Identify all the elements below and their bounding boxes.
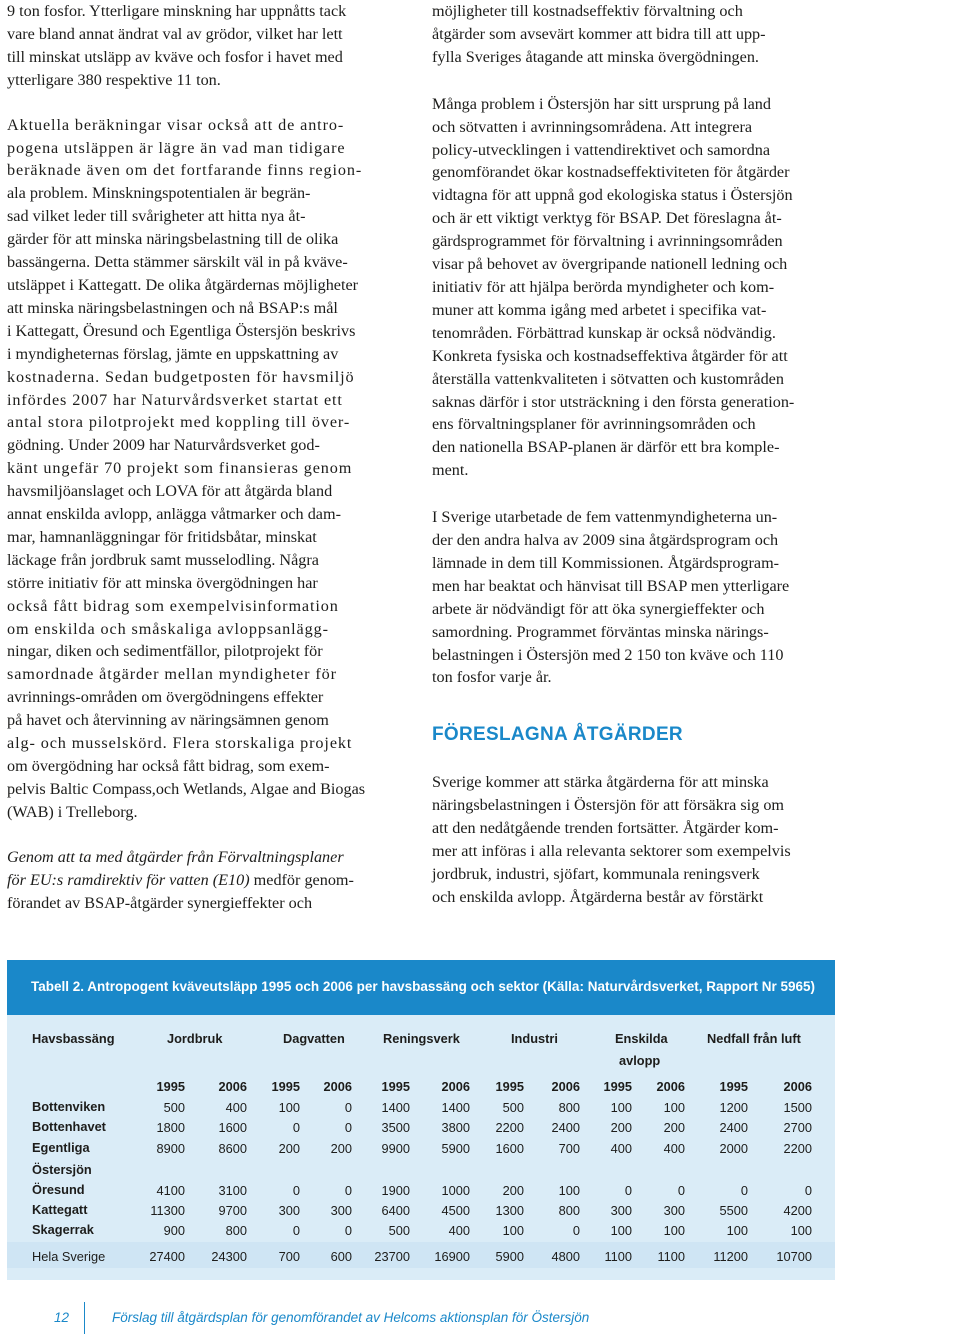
table-cell: 300 (278, 1203, 300, 1218)
table-cell: 800 (225, 1223, 247, 1238)
text-line: jordbruk, industri, sjöfart, kommunala reningsverk (432, 865, 760, 883)
text-line: kostnaderna. Sedan budgetposten för havsmiljö (7, 367, 355, 386)
text-line: och är ett viktigt verktyg för BSAP. Det föreslagna åt- (432, 209, 782, 228)
total-cell: 4800 (551, 1249, 580, 1264)
text-line: gärder för att minska näringsbelastning till de olika (7, 230, 339, 249)
table-cell: 0 (344, 1120, 352, 1135)
table-cell: 200 (610, 1120, 632, 1135)
table-cell: 100 (610, 1100, 632, 1115)
table-cell: 6400 (381, 1203, 410, 1218)
table-cell: 100 (558, 1183, 580, 1198)
table-cell: 400 (225, 1100, 247, 1115)
year-header: 2006 (218, 1079, 247, 1094)
table-cell: 1600 (218, 1120, 247, 1135)
text-line: näringsbelastningen i Östersjön för att försäkra sig om (432, 796, 784, 815)
text-line: genomförandet ökar kostnadseffektiviteten för åtgärder (432, 163, 790, 182)
text-line: samordning. Programmet förväntas minska närings- (432, 622, 769, 641)
table-cell: 3100 (218, 1183, 247, 1198)
section-heading: FÖRESLAGNA ÅTGÄRDER (432, 724, 683, 746)
table-cell: 4100 (156, 1183, 185, 1198)
text-line: Aktuella beräkningar visar också att de antro- (7, 115, 345, 134)
left-paragraph-2 (7, 114, 408, 824)
table-cell: 8600 (218, 1141, 247, 1156)
footer-title: Förslag till åtgärdsplan för genomförandet av Helcoms aktionsplan för Östersjön (112, 1310, 590, 1325)
row-label: Bottenhavet (32, 1119, 106, 1134)
text-line: policy-utvecklingen i vattendirektivet och samordna (432, 140, 771, 159)
table-cell: 11300 (150, 1203, 185, 1218)
page-footer (0, 1302, 960, 1334)
left-column (7, 0, 408, 914)
italic-ref-1: Genom att ta med åtgärder från Förvaltningsplaner (7, 847, 344, 866)
table-cell: 1400 (441, 1100, 470, 1115)
text-line: antal stora pilotprojekt med koppling till över- (7, 413, 351, 432)
left-p3-line3: förandet av BSAP-åtgärder synergieffekter och (7, 893, 313, 912)
col-header-sector: Dagvatten (283, 1031, 345, 1046)
year-header: 1995 (719, 1079, 748, 1094)
table-cell: 9700 (218, 1203, 247, 1218)
table-cell: 100 (610, 1223, 632, 1238)
text-line: åtgärder som avsevärt kommer att bidra till att upp- (432, 24, 766, 43)
table-cell: 1500 (783, 1100, 812, 1115)
text-line: utsläppet i Kattegatt. De olika åtgärdernas möjligheter (7, 275, 359, 294)
right-paragraph-1 (432, 0, 834, 69)
col-header-basin: Havsbassäng (32, 1031, 115, 1046)
table-cell: 200 (278, 1141, 300, 1156)
year-header: 1995 (381, 1079, 410, 1094)
table-cell: 2700 (783, 1120, 812, 1135)
table-cell: 4500 (441, 1203, 470, 1218)
table-cell: 400 (448, 1223, 470, 1238)
text-line: på havet och återvinning av näringsämnen genom (7, 711, 329, 730)
table-cell: 500 (388, 1223, 410, 1238)
text-line: infördes 2007 har Naturvårdsverket startat ett (7, 390, 343, 409)
table-cell: 9900 (381, 1141, 410, 1156)
text-line: samordnade åtgärder mellan myndigheter för (7, 665, 337, 684)
col-header-sector: Reningsverk (383, 1031, 460, 1046)
text-line: i Kattegatt, Öresund och Egentliga Östersjön beskrivs (7, 321, 356, 340)
text-line: och enskilda avlopp. Åtgärderna består av förstärkt (432, 887, 764, 906)
text-line: tenområden. Förbättrad kunskap är också nödvändig. (432, 323, 776, 342)
right-paragraph-3 (432, 506, 834, 689)
col-header-sector: Nedfall från luft (707, 1031, 801, 1046)
text-line: möjligheter till kostnadseffektiv förvaltning och (432, 2, 743, 20)
text-line: men har beaktat och hänvisat till BSAP men ytterligare (432, 576, 790, 595)
table-cell: 1800 (156, 1120, 185, 1135)
table-cell: 700 (558, 1141, 580, 1156)
table-cell: 100 (502, 1223, 524, 1238)
table-cell: 300 (663, 1203, 685, 1218)
total-cell: 1100 (657, 1249, 685, 1264)
text-line: mer att införas i alla relevanta sektorer som exempelvis (432, 842, 791, 861)
year-header: 2006 (441, 1079, 470, 1094)
text-line: gärdsprogrammet för förvaltning i avrinningsområden (432, 232, 783, 251)
text-line: att minska näringsbelastningen och nå BSAP:s mål (7, 298, 338, 317)
table-cell: 400 (663, 1141, 685, 1156)
text-line: ton fosfor varje år. (432, 668, 552, 687)
table-cell: 200 (663, 1120, 685, 1135)
table-cell: 100 (726, 1223, 748, 1238)
text-line: gödning. Under 2009 har Naturvårdsverket god- (7, 436, 320, 455)
table-cell: 500 (163, 1100, 185, 1115)
page-number: 12 (54, 1310, 70, 1325)
table-cell: 300 (610, 1203, 632, 1218)
text-line: havsmiljöanslaget och LOVA för att åtgärda bland (7, 482, 333, 501)
row-label: Öresund (32, 1182, 85, 1197)
table-cell: 900 (163, 1223, 185, 1238)
text-line: återställa vattenkvaliteten i sötvatten och kustområden (432, 369, 784, 388)
table-cell: 1300 (495, 1203, 524, 1218)
table-cell: 200 (502, 1183, 524, 1198)
col-header-sector: Industri (511, 1031, 558, 1046)
text-line: också fått bidrag som exempelvisinformation (7, 596, 339, 615)
table-cell: 300 (330, 1203, 352, 1218)
left-paragraph-1 (7, 0, 408, 92)
year-header: 1995 (495, 1079, 524, 1094)
total-cell: 27400 (149, 1249, 185, 1264)
table-cell: 2200 (495, 1120, 524, 1135)
table-cell: 5500 (719, 1203, 748, 1218)
total-cell: 11200 (713, 1249, 748, 1264)
table-cell: 2400 (719, 1120, 748, 1135)
table-cell: 0 (572, 1223, 580, 1238)
table-cell: 400 (610, 1141, 632, 1156)
text-line: mar, hamnanläggningar för fritidsbåtar, minskat (7, 527, 317, 546)
text-line: och sötvatten i avrinningsområdena. Att integrera (432, 117, 753, 136)
row-label: Egentliga (32, 1140, 90, 1155)
text-line: ningar, diken och sedimentfällor, pilotprojekt för (7, 642, 323, 661)
text-line: arbete är nödvändigt för att öka synergieffekter och (432, 599, 765, 618)
text-line: till minskat utsläpp av kväve och fosfor i havet med (7, 47, 343, 66)
right-paragraph-2 (432, 93, 834, 482)
text-line: I Sverige utarbetade de fem vattenmyndigheterna un- (432, 508, 778, 527)
table-cell: 8900 (156, 1141, 185, 1156)
table-cell: 0 (624, 1183, 632, 1198)
row-label: Kattegatt (32, 1202, 88, 1217)
table-cell: 2200 (783, 1141, 812, 1156)
text-line: fylla Sveriges åtagande att minska övergödningen. (432, 47, 759, 66)
row-label: Östersjön (32, 1162, 92, 1177)
text-line: att den nedåtgående trenden fortsätter. Åtgärder kom- (432, 819, 779, 838)
table-cell: 5900 (441, 1141, 470, 1156)
text-line: muner att komma igång med arbetet i specifika vat- (432, 300, 767, 319)
total-row-label: Hela Sverige (32, 1249, 106, 1264)
text-line: ens förvaltningsplaner för avrinningsområden och (432, 415, 756, 434)
text-line: annat enskilda avlopp, anlägga våtmarker och dam- (7, 505, 341, 524)
table-cell: 1400 (381, 1100, 410, 1115)
text-line: sad vilket leder till svårigheter att hitta nya åt- (7, 207, 306, 226)
text-line: alg- och musselskörd. Flera storskaliga projekt (7, 734, 353, 753)
total-cell: 23700 (374, 1249, 410, 1264)
table-caption: Tabell 2. Antropogent kväveutsläpp 1995 och 2006 per havsbassäng och sektor (Källa: Naturvårdsverket, Rapport Nr 5965) (31, 979, 816, 994)
table-cell: 100 (278, 1100, 300, 1115)
text-line: vare bland annat ändrat val av grödor, vilket har lett (7, 24, 343, 43)
left-p3-line2-rest: medför genom- (249, 870, 354, 889)
table-cell: 500 (502, 1100, 524, 1115)
text-line: pogena utsläppen är lägre än vad man tidigare (7, 138, 346, 157)
text-line: der den andra halva av 2009 sina åtgärdsprogram och (432, 531, 779, 550)
year-header: 1995 (603, 1079, 632, 1094)
col-header-sector-line2: avlopp (619, 1053, 661, 1068)
text-line: lämnade in dem till Kommissionen. Åtgärdsprogram- (432, 553, 780, 572)
table-cell: 0 (804, 1183, 812, 1198)
col-header-sector: Enskilda (615, 1031, 668, 1046)
text-line: läckage från jordbruk samt musselodling. Några (7, 550, 319, 569)
table-cell: 0 (677, 1183, 685, 1198)
text-line: den nationella BSAP-planen är därför ett bra komple- (432, 438, 780, 457)
row-label: Skagerrak (32, 1222, 94, 1237)
text-line: Sverige kommer att stärka åtgärderna för att minska (432, 773, 769, 792)
italic-ref-2: för EU:s ramdirektiv för vatten (E10) (7, 870, 250, 889)
total-cell: 24300 (211, 1249, 247, 1264)
year-header: 2006 (551, 1079, 580, 1094)
text-line: om övergödning har också fått bidrag, som exem- (7, 757, 330, 775)
text-line: visar på behovet av övergripande nationell ledning och (432, 255, 788, 274)
table-cell: 1200 (719, 1100, 748, 1115)
text-line: ment. (432, 461, 469, 480)
table-cell: 0 (292, 1223, 300, 1238)
text-line: (WAB) i Trelleborg. (7, 802, 138, 821)
col-header-sector: Jordbruk (167, 1031, 223, 1046)
text-line: Konkreta fysiska och kostnadseffektiva åtgärder för att (432, 346, 788, 365)
year-header: 2006 (656, 1079, 685, 1094)
text-line: känt ungefär 70 projekt som finansieras genom (7, 459, 353, 478)
text-line: vidtagna för att uppnå god ekologiska status i Östersjön (432, 186, 793, 205)
table-cell: 3500 (381, 1120, 410, 1135)
table-cell: 1600 (495, 1141, 524, 1156)
text-line: Många problem i Östersjön har sitt ursprung på land (432, 94, 771, 113)
table-cell: 2400 (551, 1120, 580, 1135)
table-cell: 2000 (719, 1141, 748, 1156)
table-box (7, 960, 835, 1280)
text-line: beräknade även om det fortfarande finns region- (7, 161, 363, 180)
table-cell: 0 (344, 1223, 352, 1238)
year-header: 1995 (271, 1079, 300, 1094)
right-paragraph-4 (432, 771, 834, 908)
table-cell: 0 (292, 1120, 300, 1135)
text-line: om enskilda och småskaliga avloppsanlägg- (7, 619, 329, 638)
table-cell: 100 (663, 1100, 685, 1115)
text-line: bassängerna. Detta stämmer särskilt väl in på kväve- (7, 253, 348, 272)
total-cell: 700 (278, 1249, 300, 1264)
text-line: 9 ton fosfor. Ytterligare minskning har uppnåtts tack (7, 2, 347, 20)
table-cell: 100 (790, 1223, 812, 1238)
text-line: större initiativ för att minska övergödningen har (7, 573, 318, 592)
text-line: initiativ för att hjälpa berörda myndigheter och kom- (432, 277, 775, 296)
left-paragraph-3 (7, 846, 408, 915)
table-cell: 1900 (381, 1183, 410, 1198)
year-header: 1995 (156, 1079, 185, 1094)
table-cell: 3800 (441, 1120, 470, 1135)
text-line: ytterligare 380 respektive 11 ton. (7, 70, 221, 89)
year-header: 2006 (783, 1079, 812, 1094)
table-cell: 4200 (783, 1203, 812, 1218)
text-line: avrinnings-områden om övergödningens effekter (7, 688, 324, 707)
table-cell: 1000 (441, 1183, 470, 1198)
table-cell: 200 (330, 1141, 352, 1156)
emission-table (7, 960, 835, 1280)
total-cell: 10700 (776, 1249, 812, 1264)
total-cell: 1100 (604, 1249, 632, 1264)
footer-divider (84, 1302, 85, 1334)
table-cell: 800 (558, 1203, 580, 1218)
table-cell: 0 (344, 1183, 352, 1198)
year-header: 2006 (323, 1079, 352, 1094)
total-cell: 5900 (495, 1249, 524, 1264)
table-cell: 800 (558, 1100, 580, 1115)
total-cell: 600 (330, 1249, 352, 1264)
row-label: Bottenviken (32, 1099, 106, 1114)
table-cell: 100 (663, 1223, 685, 1238)
table-cell: 0 (740, 1183, 748, 1198)
text-line: saknas därför i stor utsträckning i den första generation- (432, 392, 795, 411)
total-cell: 16900 (434, 1249, 470, 1264)
text-line: pelvis Baltic Compass,och Wetlands, Algae and Biogas (7, 779, 366, 798)
text-line: ala problem. Minskningspotentialen är begrän- (7, 184, 311, 203)
text-line: belastningen i Östersjön med 2 150 ton kväve och 110 (432, 645, 784, 664)
table-cell: 0 (292, 1183, 300, 1198)
right-column (432, 0, 834, 909)
table-cell: 0 (344, 1100, 352, 1115)
text-line: i myndigheternas förslag, jämte en uppskattning av (7, 344, 339, 363)
